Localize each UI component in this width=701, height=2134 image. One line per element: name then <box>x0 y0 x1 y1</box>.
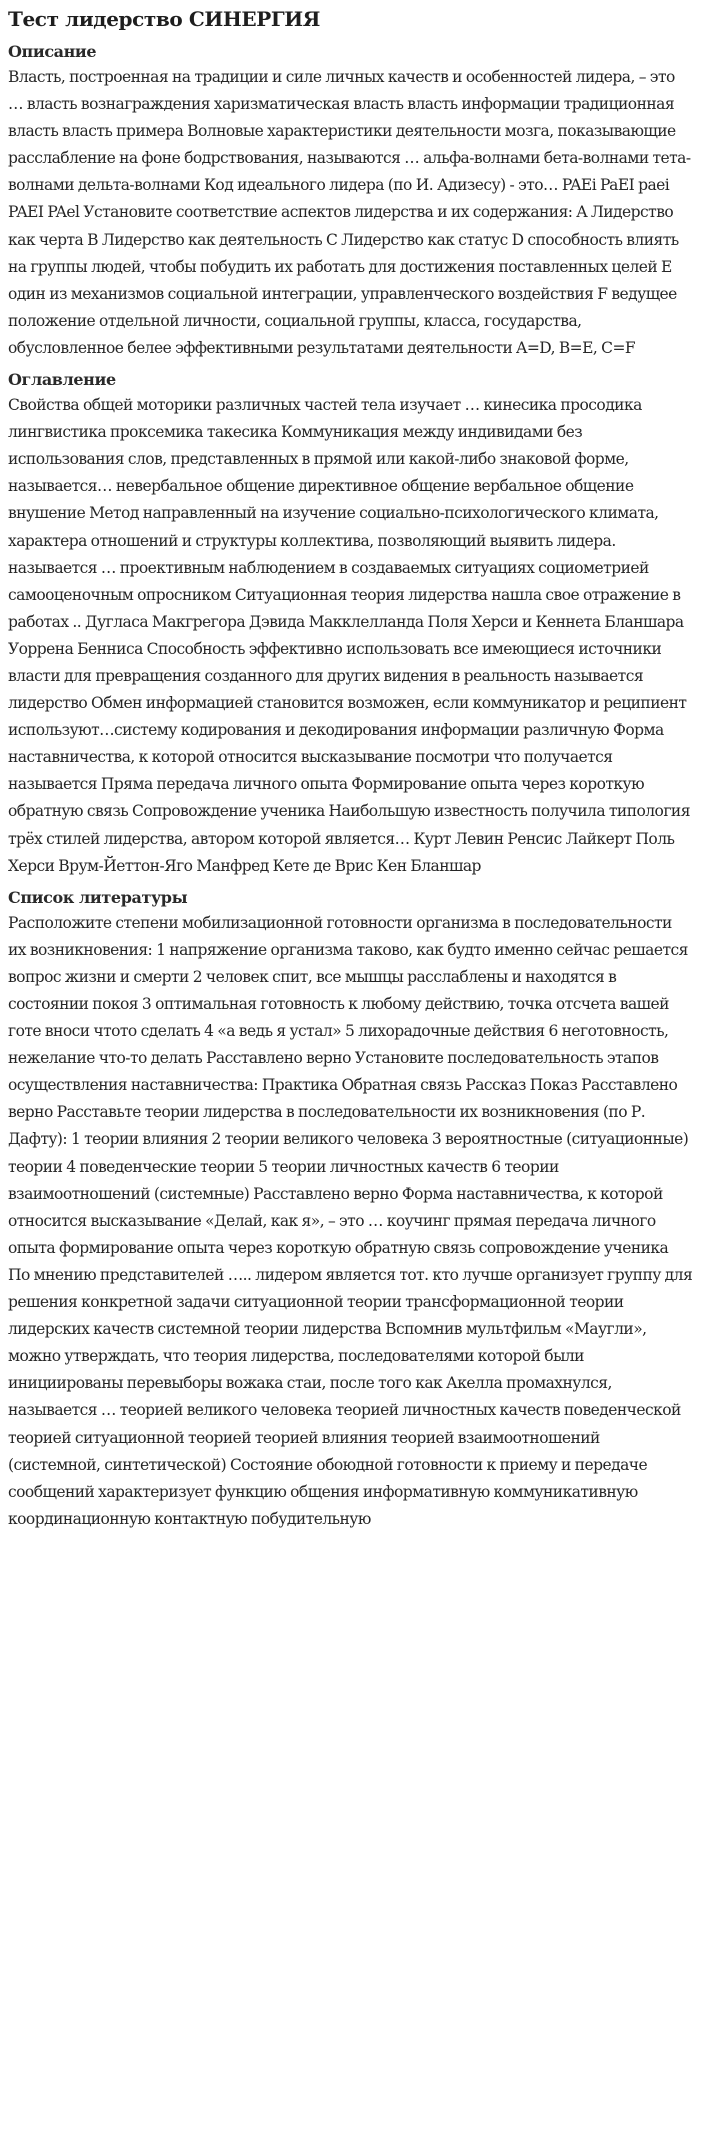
section-heading-contents: Оглавление <box>8 370 116 390</box>
section-contents <box>8 368 693 880</box>
section-body-bibliography: Расположите степени мобилизационной готовности организма в последовательности их возникновения: 1 напряжение организма таково, как будто именно сейчас решается вопрос жизни и смерти 2 человек спит, все мышцы расслаблены и находятся в состоянии покоя 3 оптимальная готовность к любому действию, точка отсчета вашей готе вноси чтото сделать 4 «а ведь я устал» 5 лихорадочные действия 6 неготовность, нежелание что-то делать Расставлено верно Установите последовательность этапов осуществления наставничества: Практика Обратная связь Рассказ Показ Расставлено верно Расставьте теории лидерства в последовательности их возникновения (по Р. Дафту): 1 теории влияния 2 теории великого человека 3 вероятностные (ситуационные) теории 4 поведенческие теории 5 теории личностных качеств 6 теории взаимоотношений (системные) Расставлено верно Форма наставничества, к которой относится высказывание «Делай, как я», – это … коучинг прямая передача личного опыта формирование опыта через короткую обратную связь сопровождение ученика По мнению представителей ….. лидером является тот. кто лучше организует группу для решения конкретной задачи ситуационной теории трансформационной теории лидерских качеств системной теории лидерства Вспомнив мультфильм «Маугли», можно утверждать, что теория лидерства, последователями которой были инициированы перевыборы вожака стаи, после того как Акелла промахнулся, называется … теорией великого человека теорией личностных качеств поведенческой теорией ситуационной теорией теорией влияния теорией взаимоотношений (системной, синтетической) Состояние обоюдной готовности к приему и передаче сообщений характеризует функцию общения информативную коммуникативную координационную контактную побудительную <box>8 913 693 1528</box>
section-description <box>8 40 693 362</box>
section-bibliography <box>8 886 693 1533</box>
section-body-description: Власть, построенная на традиции и силе личных качеств и особенностей лидера, – это … власть вознаграждения харизматическая власть власть информации традиционная власть власть примера Волновые характеристики деятельности мозга, показывающие расслабление на фоне бодрствования, называются … альфа-волнами бета-волнами тета-волнами дельта-волнами Код идеального лидера (по И. Адизесу) - это… PAEi PaEI paei PAEI PAel Установите соответствие аспектов лидерства и их содержания: A Лидерство как черта B Лидерство как деятельность C Лидерство как статус D способность влиять на группы людей, чтобы побудить их работать для достижения поставленных целей E один из механизмов социальной интеграции, управленческого воздействия F ведущее положение отдельной личности, социальной группы, класса, государства, обусловленное белее эффективными результатами деятельности A=D, B=E, C=F <box>8 68 691 357</box>
section-heading-bibliography: Список литературы <box>8 887 188 907</box>
page-title: Тест лидерство СИНЕРГИЯ <box>8 7 321 31</box>
section-body-contents: Свойства общей моторики различных частей тела изучает … кинесика просодика лингвистика проксемика такесика Коммуникация между индивидами без использования слов, представленных в прямой или какой-либо знаковой форме, называется… невербальное общение директивное общение вербальное общение внушение Метод направленный на изучение социально-психологического климата, характера отношений и структуры коллектива, позволяющий выявить лидера. называется … проективным наблюдением в создаваемых ситуациях социометрией самооценочным опросником Ситуационная теория лидерства нашла свое отражение в работах .. Дугласа Макгрегора Дэвида Макклелланда Поля Херси и Кеннета Бланшара Уоррена Бенниса Способность эффективно использовать все имеющиеся источники власти для превращения созданного для других видения в реальность называется лидерство Обмен информацией становится возможен, если коммуникатор и реципиент используют…систему кодирования и декодирования информации различную Форма наставничества, к которой относится высказывание посмотри что получается называется Пряма передача личного опыта Формирование опыта через короткую обратную связь Сопровождение ученика Наибольшую известность получила типология трёх стилей лидерства, автором которой является… Курт Левин Ренсис Лайкерт Поль Херси Врум-Йеттон-Яго Манфред Кете де Врис Кен Бланшар <box>8 396 690 875</box>
section-heading-description: Описание <box>8 42 97 61</box>
